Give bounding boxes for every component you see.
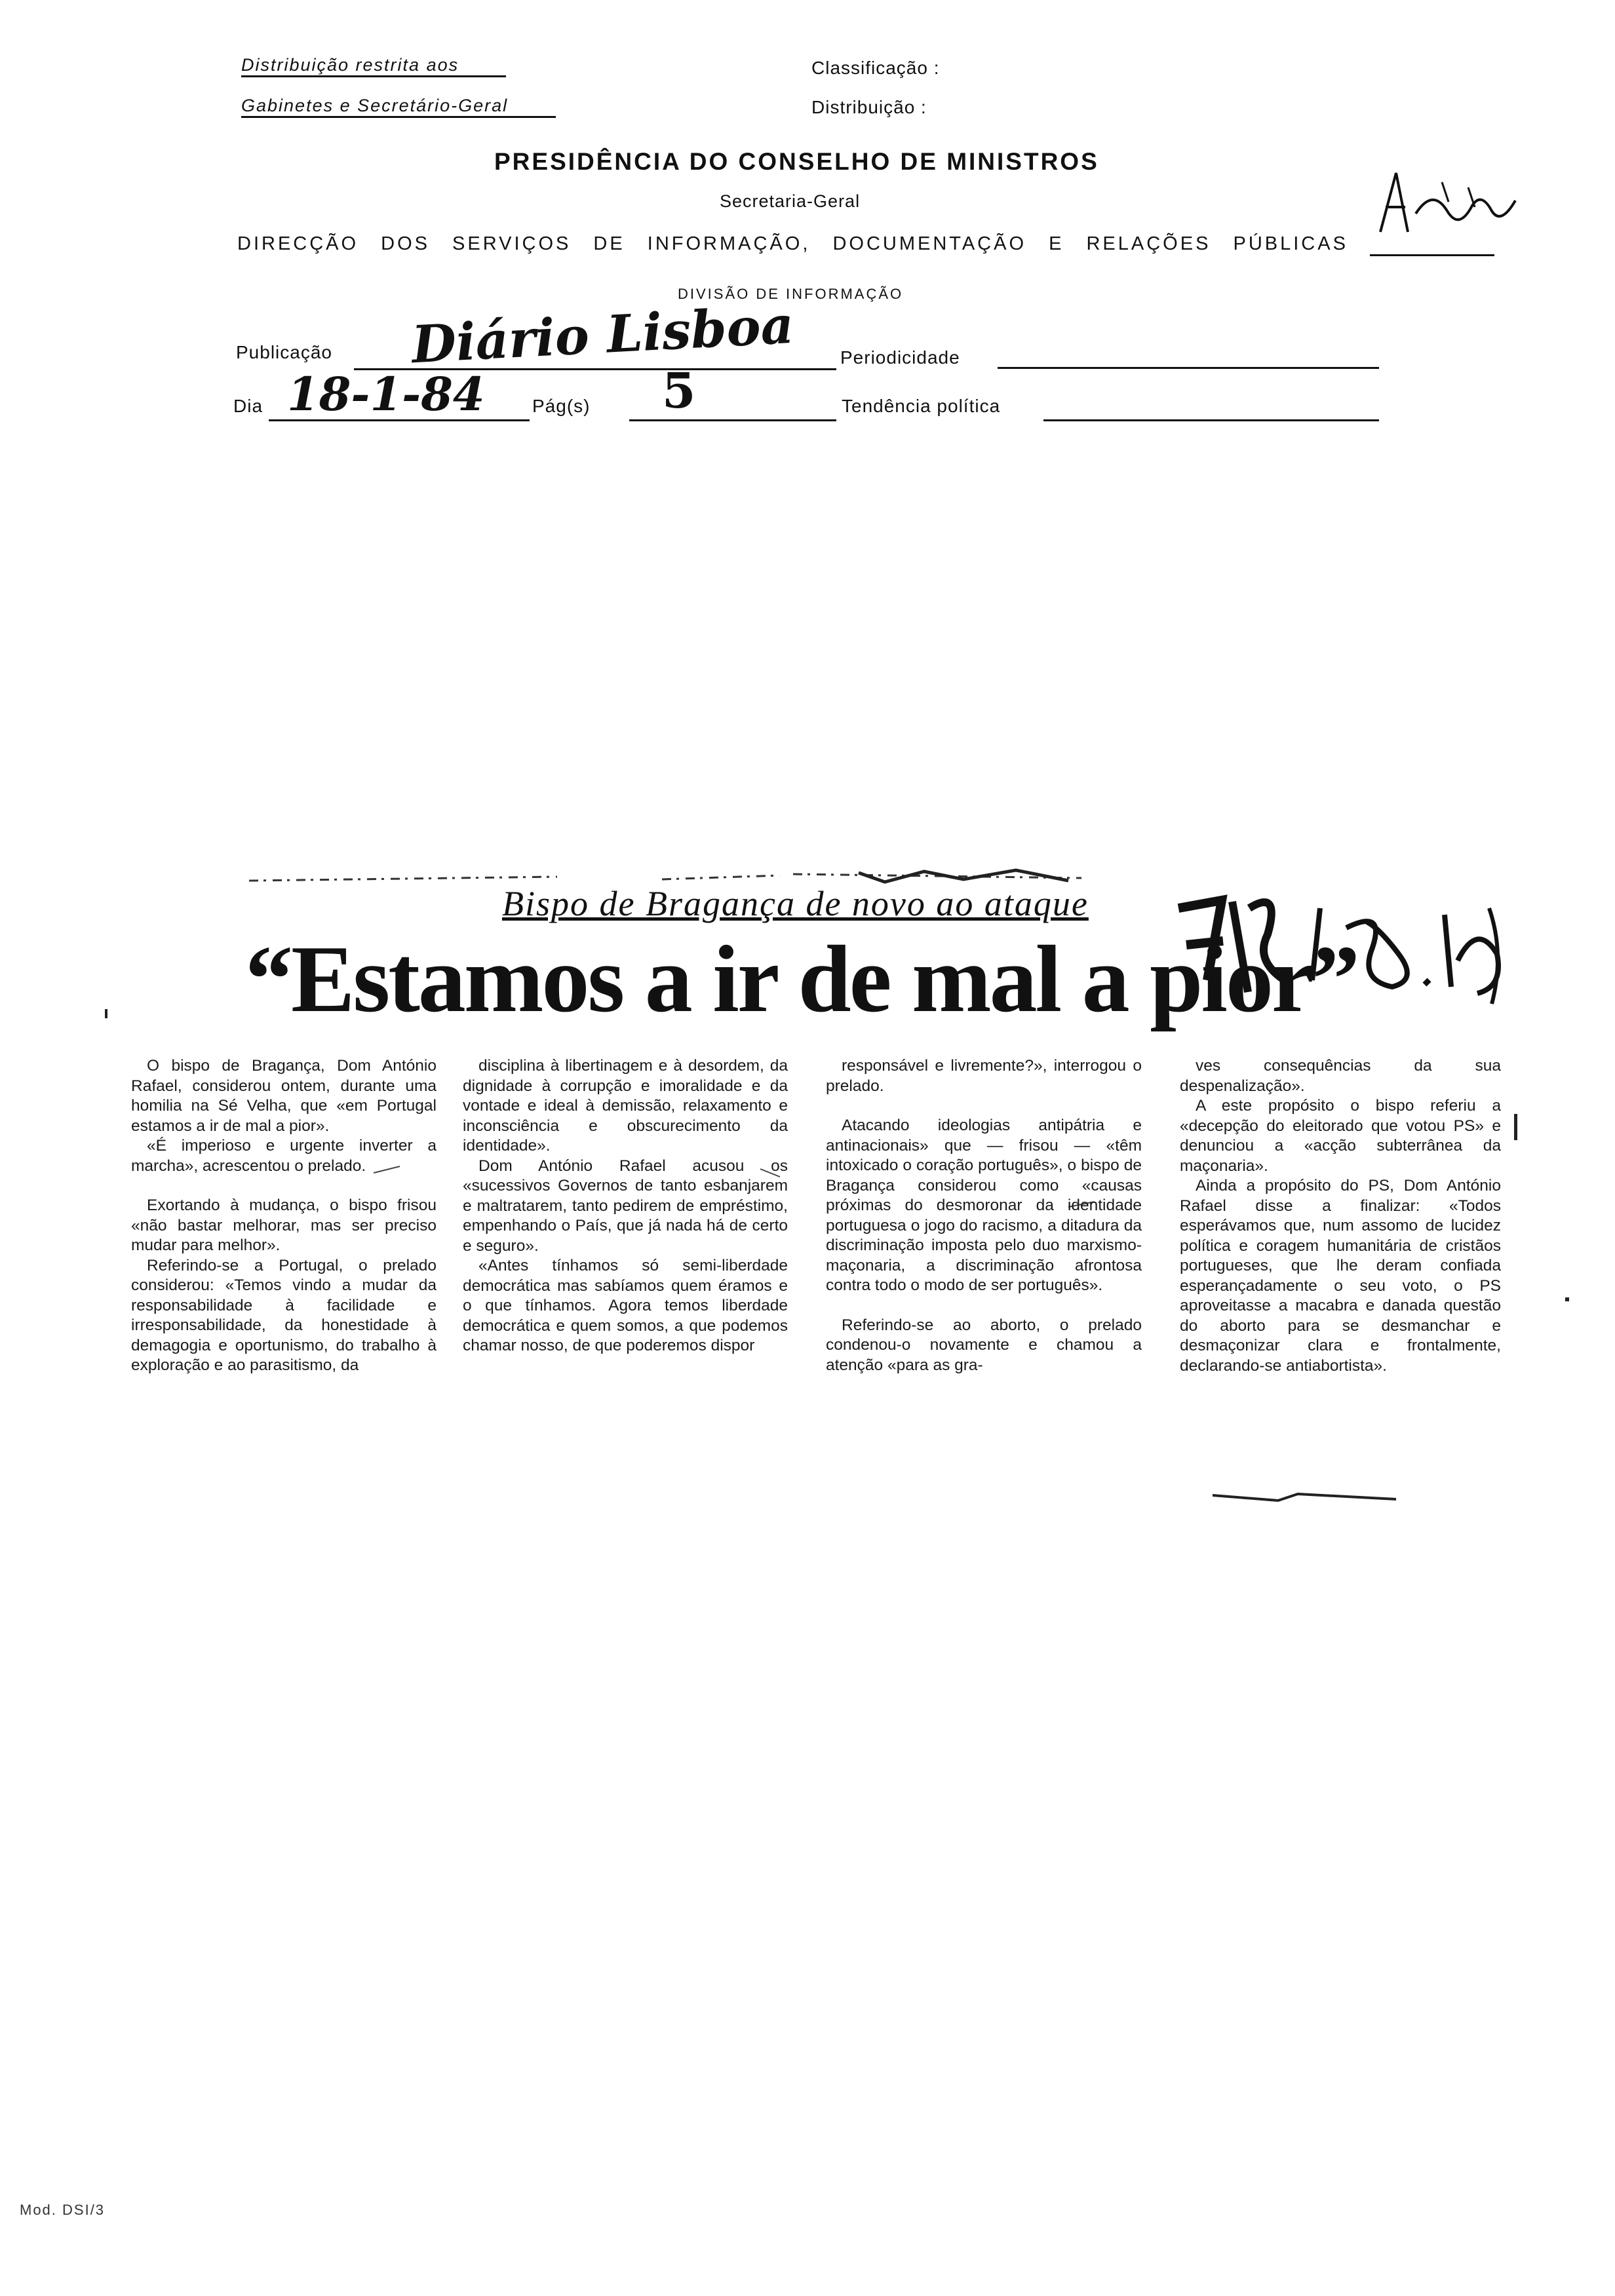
paragraph: ves consequências da sua despenalização».	[1180, 1057, 1501, 1095]
directorate-blank	[1370, 254, 1494, 256]
pages-label: Pág(s)	[532, 396, 591, 416]
periodicity-line	[998, 367, 1379, 369]
handwritten-initials	[1370, 168, 1521, 240]
paragraph: Referindo-se a Portugal, o prelado considerou: «Temos vindo a mudar da responsabilidade à facilidade e irresponsabilidade, da honestidade à demagogia e oportunismo, do trabalho à exploração e ao parasitismo, da	[131, 1256, 437, 1374]
pages-value: 5	[662, 363, 696, 419]
scan-speck	[105, 1009, 107, 1018]
distribution-label: Distribuição :	[811, 97, 927, 117]
paragraph: Dom António Rafael acusou os «sucessivos Governos de tanto esbanjarem e maltratarem, tanto pedirem de empréstimo, empenhando o País, que já nada há de certo e seguro».	[463, 1157, 788, 1255]
tendency-line	[1043, 419, 1379, 421]
distribution-line-1: Distribuição restrita aos	[241, 55, 506, 77]
division-label: DIVISÃO DE INFORMAÇÃO	[678, 286, 904, 302]
scan-speck	[1565, 1297, 1569, 1301]
distribution-line-2: Gabinetes e Secretário-Geral	[241, 96, 556, 118]
paragraph: disciplina à libertinagem e à desordem, da dignidade à corrupção e imoralidade e da vontade e ideal à demissão, relaxamento e inconsciência e obscurecimento da identidade».	[463, 1057, 788, 1155]
day-label: Dia	[233, 396, 263, 416]
article-column-4	[1180, 1056, 1501, 1376]
paragraph: Exortando à mudança, o bispo frisou «não bastar melhorar, mas ser preciso mudar para melhor».	[131, 1196, 437, 1254]
publication-label: Publicação	[236, 342, 332, 362]
paragraph: «É imperioso e urgente inverter a marcha», acrescentou o prelado.	[131, 1137, 437, 1175]
page-subtitle: Secretaria-Geral	[720, 191, 861, 211]
scan-speck	[1514, 1114, 1517, 1140]
paragraph: «Antes tínhamos só semi-liberdade democrática mas sabíamos quem éramos e o que tínhamos. Agora temos liberdade democrática e quem somos, a que podemos chamar nosso, de que poderemos dispor	[463, 1257, 788, 1354]
paragraph: Referindo-se ao aborto, o prelado condenou-o novamente e chamou a atenção «para as gra-	[826, 1316, 1142, 1374]
paragraph: A este propósito o bispo referiu a «decepção do eleitorado que votou PS» e denunciou a «acção subterrânea da maçonaria».	[1180, 1097, 1501, 1175]
paragraph: Ainda a propósito do PS, Dom António Rafael disse a finalizar: «Todos esperávamos que, num assomo de lucidez política e coragem humanitária de cristãos portugueses, que lhe deram confiada esperançadamente o seu voto, o PS aproveitasse a macabra e danada questão do aborto para se desmanchar e desmaçonizar clara e frontalmente, declarando-se antiabortista».	[1180, 1177, 1501, 1375]
article-column-1	[131, 1056, 437, 1376]
periodicity-label: Periodicidade	[840, 347, 960, 368]
paragraph: O bispo de Bragança, Dom António Rafael, considerou ontem, durante uma homilia na Sé Velha, que «em Portugal estamos a ir de mal a pior».	[131, 1057, 437, 1135]
page-title: PRESIDÊNCIA DO CONSELHO DE MINISTROS	[494, 148, 1099, 175]
form-code: Mod. DSI/3	[20, 2202, 106, 2218]
paragraph: responsável e livremente?», interrogou o prelado.	[826, 1057, 1142, 1095]
directorate-line: DIRECÇÃO DOS SERVIÇOS DE INFORMAÇÃO, DOCUMENTAÇÃO E RELAÇÕES PÚBLICAS	[237, 233, 1348, 254]
day-value: 18-1-84	[287, 367, 485, 421]
tendency-label: Tendência política	[842, 396, 1001, 416]
publication-value: Diário Lisboa	[410, 295, 796, 375]
classification-label: Classificação :	[811, 58, 940, 78]
article-kicker: Bispo de Bragança de novo ao ataque	[502, 884, 1089, 923]
article-column-3	[826, 1056, 1142, 1375]
paragraph: Atacando ideologias antipátria e antinacionais» que — frisou — «têm intoxicado o coração português», o bispo de Bragança considerou como «causas próximas do desmoronar da identidade portuguesa o jogo do racismo, a ditadura da discriminação imposta pelo duo marxismo-maçonaria, a discriminação afrontosa contra todo o modo de ser português».	[826, 1117, 1142, 1294]
date-stamp	[1169, 882, 1510, 1020]
article-headline: “Estamos a ir de mal a pior”	[245, 926, 1358, 1032]
article-column-2	[463, 1056, 788, 1356]
pages-line	[629, 419, 836, 421]
